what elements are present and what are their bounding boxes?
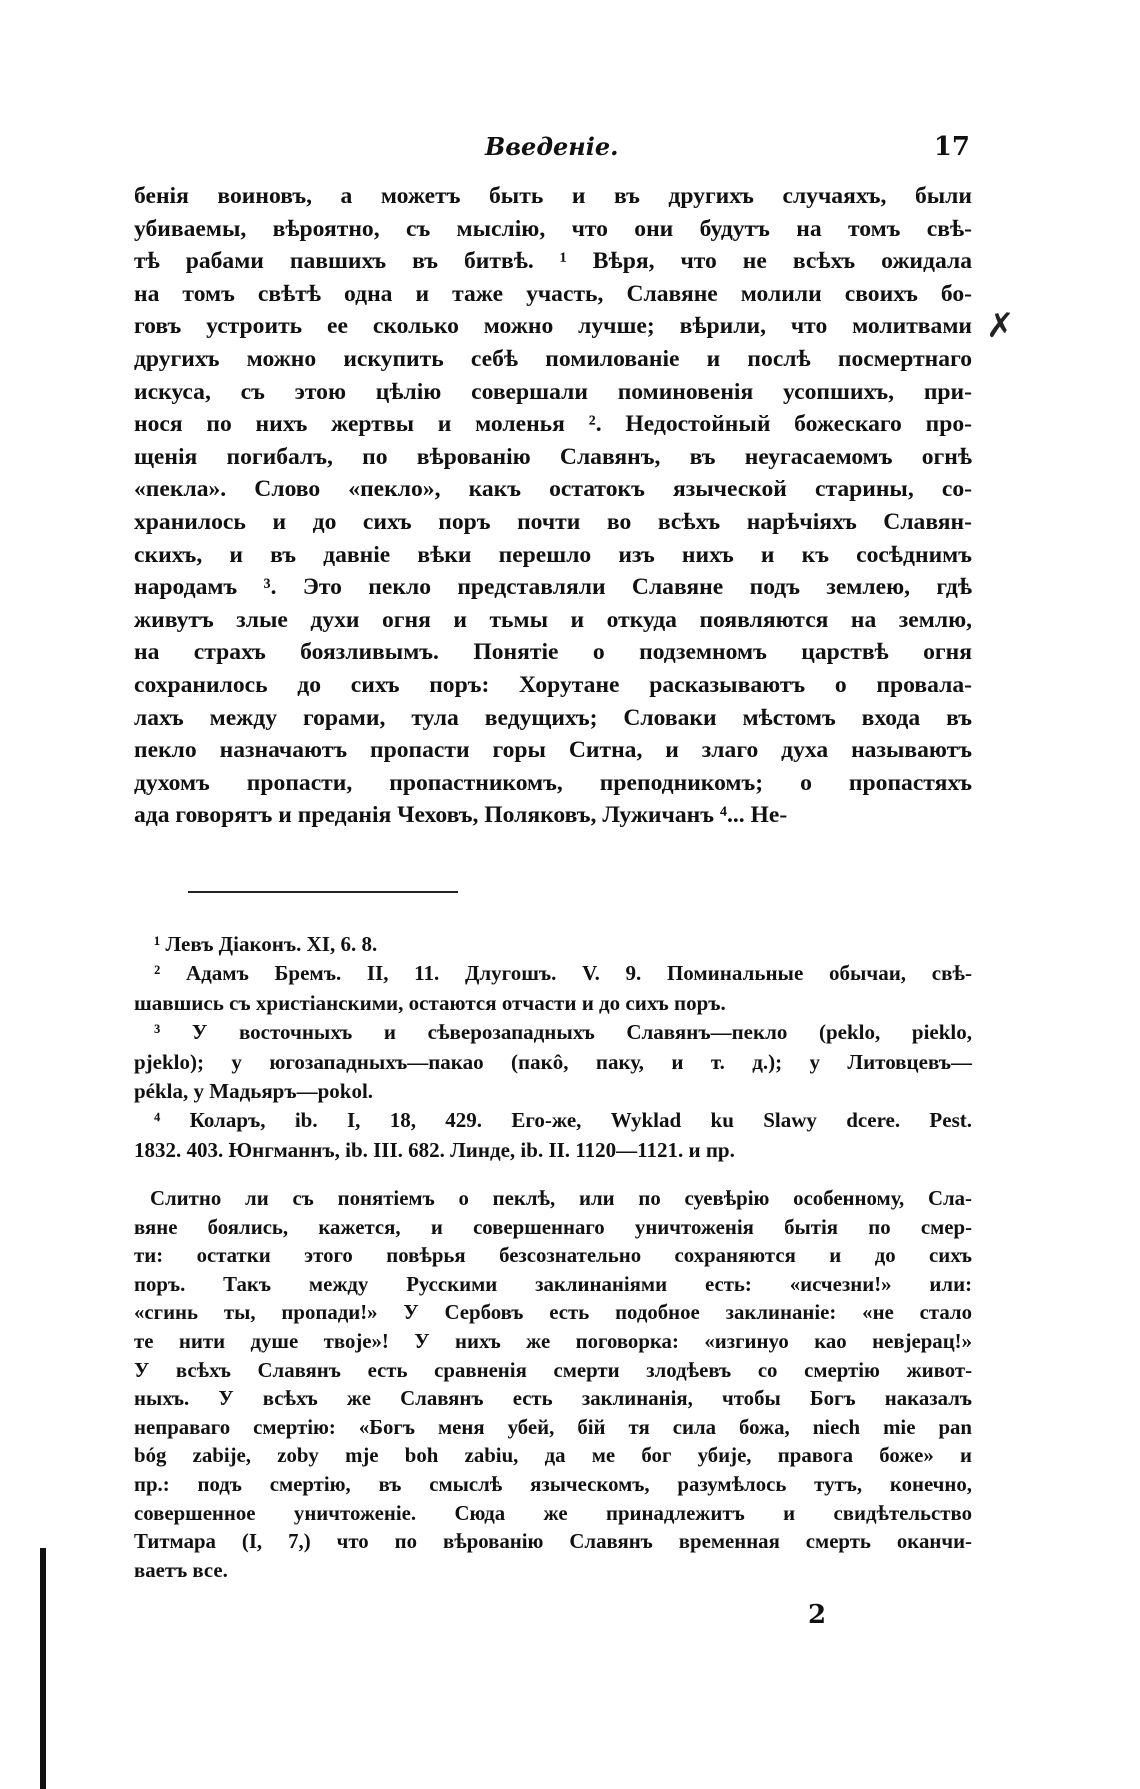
margin-mark: ✗ <box>986 306 1015 346</box>
running-title: Введеніе. <box>485 132 619 161</box>
footnotes-block <box>134 930 972 1165</box>
text-line: «пекла». Слово «пекло», какъ остатокъ языческой старины, со- <box>134 476 972 503</box>
text-line: ныхъ. У всѣхъ же Славянъ есть заклинанія, чтобы Богъ наказалъ <box>134 1387 972 1411</box>
text-line: вяне боялись, кажется, и совершеннаго уничтоженія бытія по смер- <box>134 1215 972 1239</box>
main-text-block <box>134 180 972 832</box>
running-header <box>140 132 970 172</box>
text-line: ваетъ все. <box>134 1558 228 1582</box>
text-line: говъ устроить ее сколько можно лучше; вѣрили, что молитвами <box>134 313 972 340</box>
text-line: искуса, съ этою цѣлію совершали поминовенія усопшихъ, при- <box>134 378 972 405</box>
text-line: пекло назначаютъ пропасти горы Ситна, и злаго духа называютъ <box>134 737 972 764</box>
text-line: на страхъ боязливымъ. Понятіе о подземномъ царствѣ огня <box>134 639 972 666</box>
text-line: бенія воиновъ, а можетъ быть и въ другихъ случаяхъ, были <box>134 183 972 209</box>
text-line: народамъ ³. Это пекло представляли Славяне подъ землею, гдѣ <box>134 574 972 601</box>
text-line: другихъ можно искупить себѣ помилованіе и послѣ посмертнаго <box>134 345 972 372</box>
text-line: «сгинь ты, пропади!» У Сербовъ есть подобное заклинаніе: «не стало <box>134 1301 972 1325</box>
footnote-rule <box>188 891 458 893</box>
text-line: У всѣхъ Славянъ есть сравненія смерти злодѣевъ со смертію живот- <box>134 1358 972 1382</box>
text-line: совершенное уничтоженіе. Сюда же принадлежитъ и свидѣтельство <box>134 1501 972 1525</box>
text-line: убиваемы, вѣроятно, съ мыслію, что они будутъ на томъ свѣ- <box>134 215 972 242</box>
footnote-line: pékla, у Мадьяръ—pokol. <box>134 1079 374 1104</box>
text-line: пр.: подъ смертію, въ смыслѣ языческомъ, разумѣлось тутъ, конечно, <box>134 1472 972 1496</box>
text-line: хранилось и до сихъ поръ почти во всѣхъ нарѣчіяхъ Славян- <box>134 508 972 535</box>
text-line: скихъ, и въ давніе вѣки перешло изъ нихъ и къ сосѣднимъ <box>134 541 972 568</box>
footnote-line: pjeklo); у югозападныхъ—пакао (пакô, паку, и т. д.); у Литовцевъ— <box>134 1049 972 1074</box>
text-line: bóg zabije, zoby mje boh zabiu, да ме бог убије, правога боже» и <box>134 1444 972 1468</box>
footnote-continuation <box>134 1185 972 1585</box>
footnote-line: ¹ Левъ Діаконъ. XI, 6. 8. <box>154 932 378 956</box>
footnote-line: ² Адамъ Бремъ. II, 11. Длугошъ. V. 9. Поминальные обычаи, свѣ- <box>154 961 972 986</box>
footnote-line: 1832. 403. Юнгманнъ, ib. III. 682. Линде, ib. II. 1120—1121. и пр. <box>134 1137 735 1162</box>
text-line: щенія погибалъ, по вѣрованію Славянъ, въ неугасаемомъ огнѣ <box>134 443 972 470</box>
footnote-line: ⁴ Коларъ, ib. I, 18, 429. Его-же, Wyklad ku Slawy dcere. Pest. <box>154 1108 972 1133</box>
text-line: ада говорятъ и преданія Чеховъ, Поляковъ, Лужичанъ ⁴... Не- <box>134 802 788 829</box>
scan-edge <box>40 1548 46 1789</box>
text-line: живутъ злые духи огня и тьмы и откуда появляются на землю, <box>134 606 972 633</box>
text-line: поръ. Такъ между Русскими заклинаніями есть: «исчезни!» или: <box>134 1272 972 1296</box>
text-line: неправаго смертію: «Богъ меня убей, бій тя сила божа, niech mie pan <box>134 1415 972 1439</box>
text-line: Титмара (I, 7,) что по вѣрованію Славянъ временная смерть оканчи- <box>134 1530 972 1554</box>
text-line: нося по нихъ жертвы и моленья ². Недостойный божескаго про- <box>134 411 972 438</box>
footnote-line: шавшись съ христіанскими, остаются отчасти и до сихъ поръ. <box>134 990 726 1015</box>
text-line: духомъ пропасти, пропастникомъ, преподникомъ; о пропастяхъ <box>134 769 972 796</box>
text-line: лахъ между горами, тула ведущихъ; Словаки мѣстомъ входа въ <box>134 704 972 731</box>
signature-mark: 2 <box>808 1600 827 1630</box>
text-line: на томъ свѣтѣ одна и таже участь, Славяне молили своихъ бо- <box>134 280 972 307</box>
text-line: ти: остатки этого повѣрья безсознательно сохраняются и до сихъ <box>134 1244 972 1268</box>
text-line: сохранилось до сихъ поръ: Хорутане расказываютъ о провала- <box>134 671 972 698</box>
page-number: 17 <box>933 132 970 162</box>
text-line: те нити душе твоје»! У нихъ же поговорка: «изгинуо као невјерац!» <box>134 1329 972 1353</box>
text-line: тѣ рабами павшихъ въ битвѣ. ¹ Вѣря, что не всѣхъ ожидала <box>134 248 972 275</box>
footnote-line: ³ У восточныхъ и сѣверозападныхъ Славянъ—пекло (peklo, pieklo, <box>154 1020 972 1045</box>
text-line: Слитно ли съ понятіемъ о пеклѣ, или по суевѣрію особенному, Сла- <box>150 1187 972 1210</box>
